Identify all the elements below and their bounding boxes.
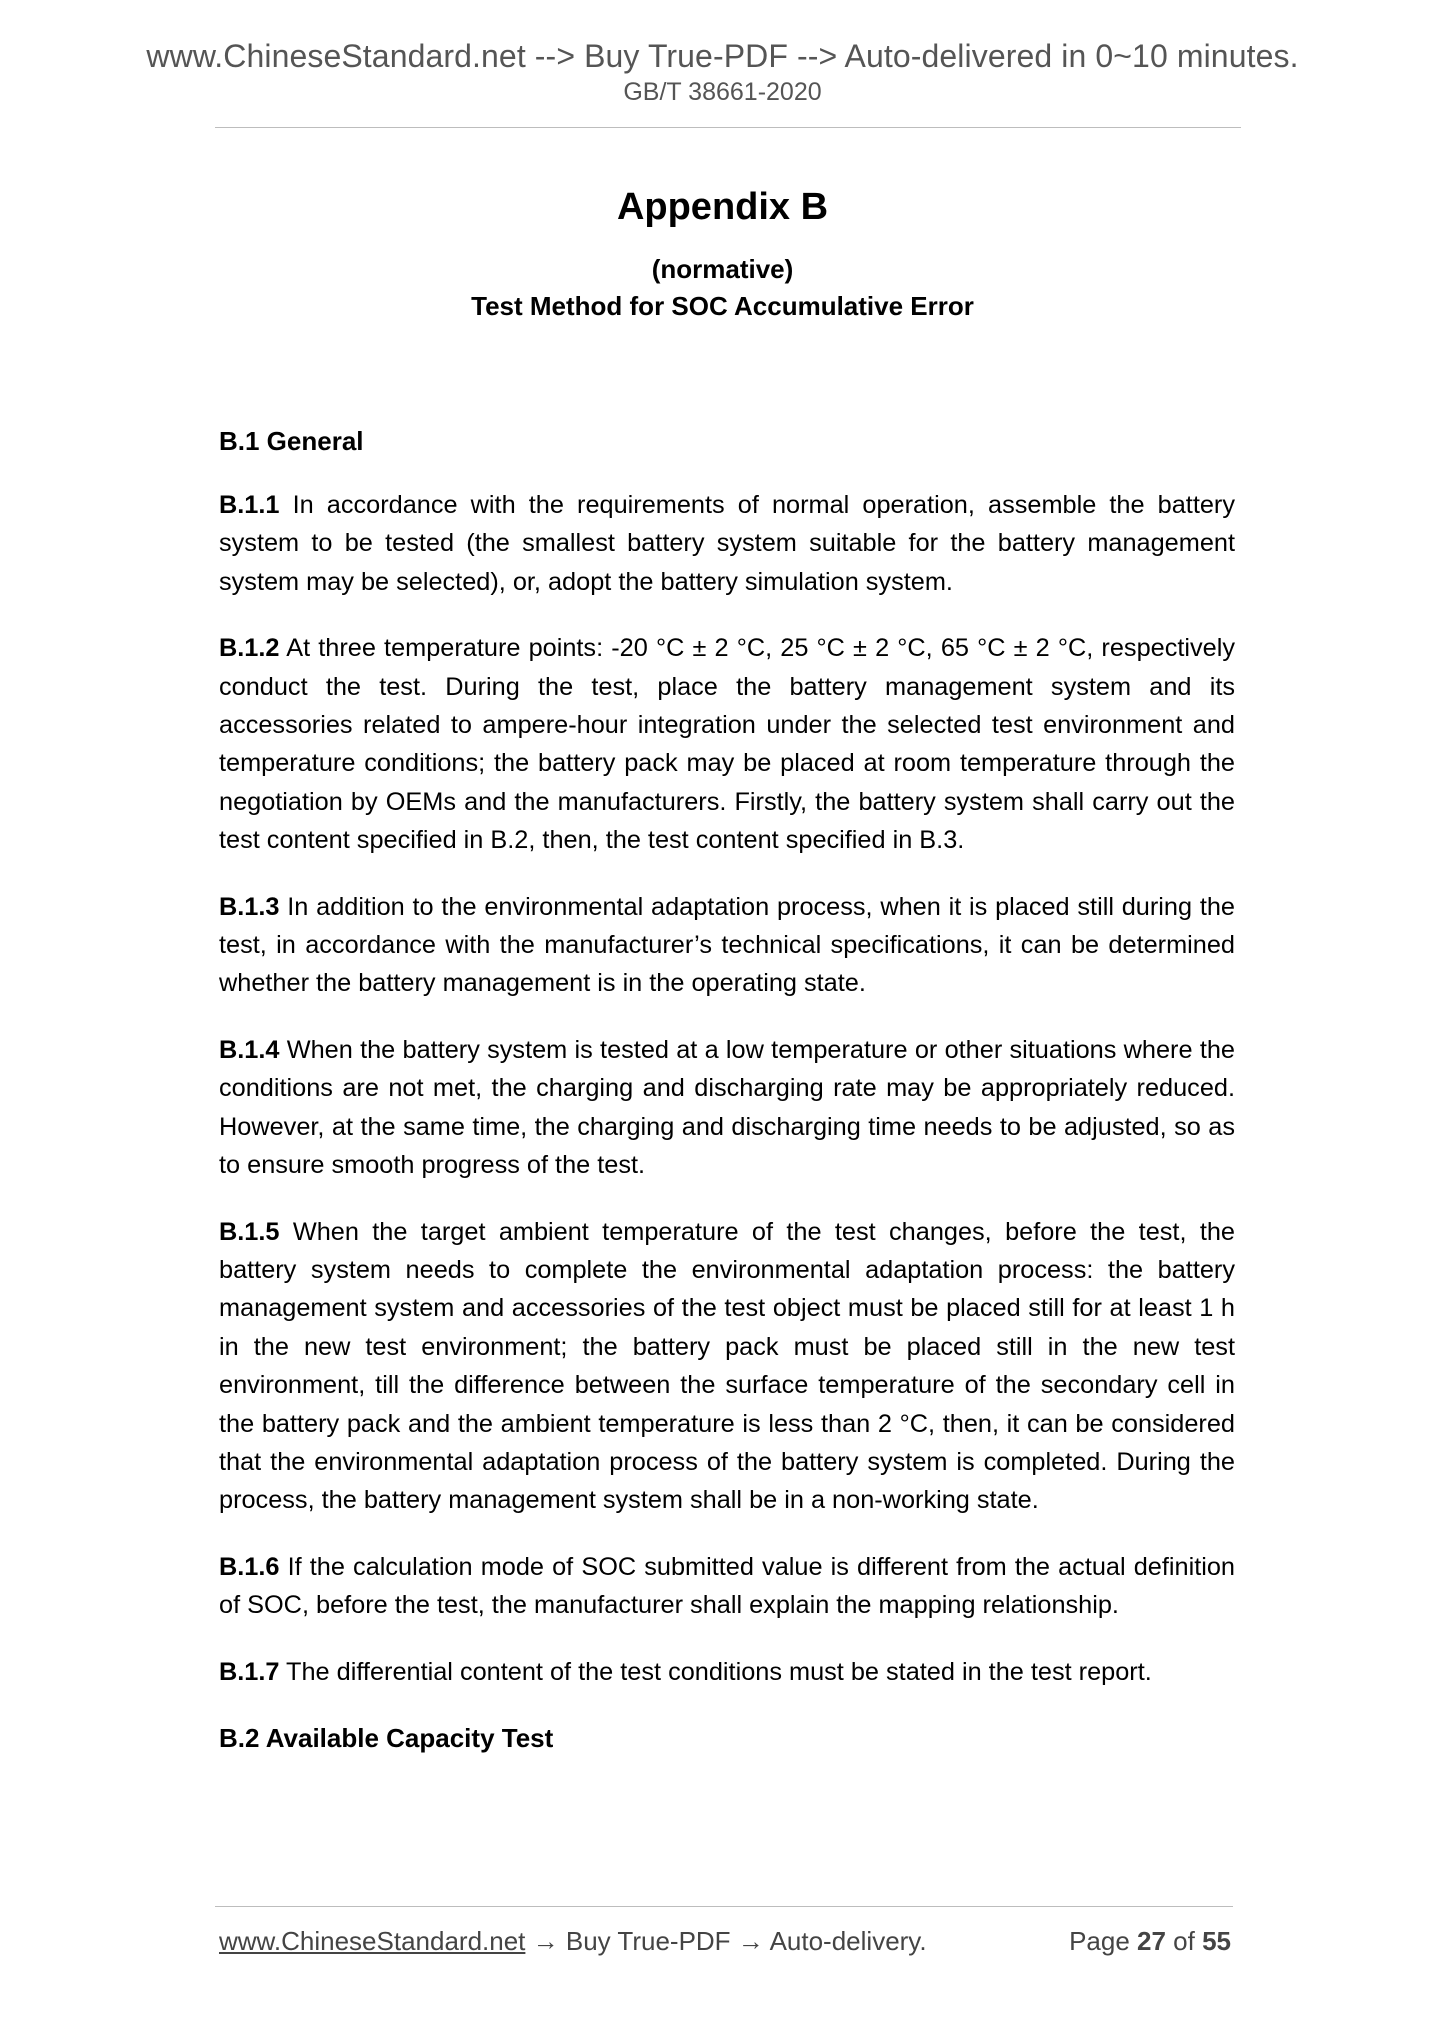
- site-banner: www.ChineseStandard.net --> Buy True-PDF --> Auto-delivered in 0~10 minutes.: [146, 38, 1299, 74]
- section-heading-b2: B.2 Available Capacity Test: [219, 1722, 554, 1753]
- page-of-label: of: [1165, 1926, 1203, 1956]
- document-body: [219, 422, 1235, 1783]
- clause-text: If the calculation mode of SOC submitted value is different from the actual definition of SOC, before the test, the manufacturer shall explain the mapping relationship.: [219, 1552, 1235, 1620]
- footer-tagline: → Buy True-PDF → Auto-delivery.: [525, 1926, 927, 1956]
- footer-divider: [215, 1906, 1233, 1907]
- clause-text: When the target ambient temperature of the test changes, before the test, the battery system needs to complete the environmental adaptation process: the battery management system and accessories of the test object must be placed still for at least 1 h in the new test environment; the battery pack must be placed still in the new test environment, till the difference between the surface temperature of the secondary cell in the battery pack and the ambient temperature is less than 2 °C, then, it can be considered that the environmental adaptation process of the battery system is completed. During the process, the battery management system shall be in a non-working state.: [219, 1217, 1235, 1515]
- clause-number: B.1.5: [219, 1217, 280, 1246]
- paragraph-b1-3: [219, 888, 1235, 1003]
- appendix-title: Appendix B: [616, 186, 829, 228]
- clause-number: B.1.2: [219, 634, 280, 663]
- page-current: 27: [1137, 1926, 1166, 1956]
- clause-text: When the battery system is tested at a low temperature or other situations where the conditions are not met, the charging and discharging rate may be appropriately reduced. However, at the same time, the charging and discharging time needs to be adjusted, so as to ensure smooth progress of the test.: [219, 1035, 1235, 1180]
- clause-text: In addition to the environmental adaptation process, when it is placed still during the test, in accordance with the manufacturer’s technical specifications, it can be determined whether the battery management is in the operating state.: [219, 892, 1235, 998]
- footer-site-link[interactable]: www.ChineseStandard.net: [219, 1926, 526, 1956]
- clause-number: B.1.6: [219, 1552, 280, 1581]
- appendix-subtitle: Test Method for SOC Accumulative Error: [471, 291, 974, 321]
- clause-number: B.1.1: [219, 491, 280, 519]
- paragraph-b1-6: [219, 1548, 1235, 1625]
- page-footer: [219, 1926, 1231, 1957]
- header-divider: [215, 127, 1241, 128]
- page-total: 55: [1202, 1926, 1231, 1956]
- paragraph-b1-2: [219, 629, 1235, 859]
- page-indicator: [1069, 1926, 1231, 1957]
- page-label: Page: [1069, 1926, 1138, 1956]
- paragraph-b1-7: [219, 1653, 1235, 1691]
- paragraph-b1-4: [219, 1031, 1235, 1185]
- standard-code: GB/T 38661-2020: [623, 78, 822, 106]
- normative-label: (normative): [651, 254, 794, 284]
- clause-number: B.1.7: [219, 1657, 280, 1686]
- clause-text: The differential content of the test conditions must be stated in the test report.: [279, 1657, 1152, 1686]
- paragraph-b1-1: [219, 486, 1235, 601]
- paragraph-b1-5: [219, 1213, 1235, 1520]
- clause-text: In accordance with the requirements of normal operation, assemble the battery system to be tested (the smallest battery system suitable for the battery management system may be selected), or, adopt the battery simulation system.: [219, 491, 1235, 596]
- clause-number: B.1.4: [219, 1035, 280, 1064]
- clause-text: At three temperature points: -20 °C ± 2 °C, 25 °C ± 2 °C, 65 °C ± 2 °C, respectively conduct the test. During the test, place the battery management system and its accessories related to ampere-hour integration under the selected test environment and temperature conditions; the battery pack may be placed at room temperature through the negotiation by OEMs and the manufacturers. Firstly, the battery system shall carry out the test content specified in B.2, then, the test content specified in B.3.: [219, 634, 1235, 855]
- section-heading-b1: B.1 General: [219, 426, 364, 456]
- clause-number: B.1.3: [219, 892, 280, 921]
